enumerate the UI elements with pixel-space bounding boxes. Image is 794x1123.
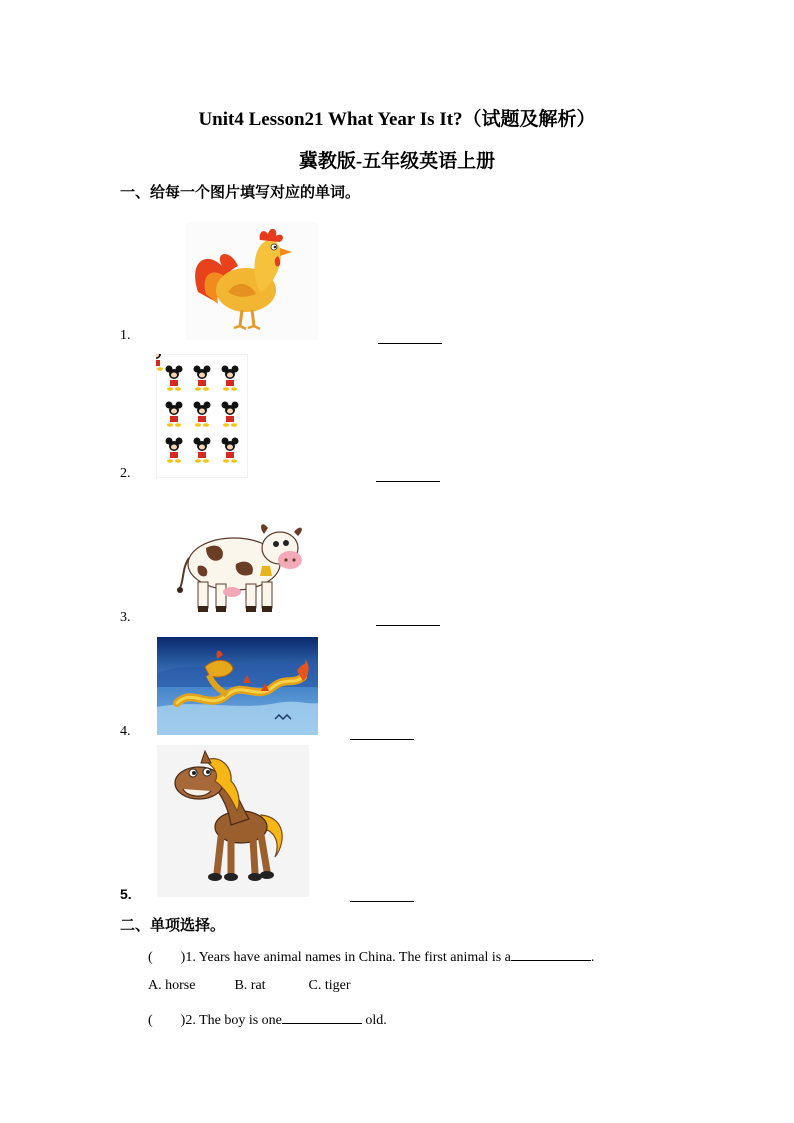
cow-icon: [176, 508, 312, 620]
item-number-5: 5.: [120, 886, 132, 902]
section2-heading: 二、单项选择。: [120, 916, 226, 934]
question-1-end: .: [590, 950, 595, 965]
question-1: [148, 946, 594, 966]
item-number-1: 1.: [120, 328, 131, 343]
question-2-end: old.: [361, 1013, 387, 1028]
answer-paren-2[interactable]: ( ): [148, 1013, 186, 1028]
item-number-4: 4.: [120, 724, 131, 739]
question-2: [148, 1009, 387, 1029]
rooster-icon: [186, 222, 318, 340]
page-title: Unit4 Lesson21 What Year Is It?（试题及解析）: [198, 109, 596, 130]
question-1-options: [148, 978, 351, 994]
answer-blank-5[interactable]: [350, 901, 414, 902]
answer-blank-3[interactable]: [376, 625, 440, 626]
option-c[interactable]: C. tiger: [308, 978, 351, 993]
mice-grid-icon: [156, 354, 248, 478]
option-a[interactable]: A. horse: [148, 978, 196, 993]
answer-blank-4[interactable]: [350, 739, 414, 740]
question-2-text: 2. The boy is one: [185, 1013, 282, 1028]
item-number-2: 2.: [120, 466, 131, 481]
dragon-icon: [157, 637, 318, 735]
item-number-3: 3.: [120, 610, 131, 625]
option-b[interactable]: B. rat: [234, 978, 266, 993]
question-1-text: 1. Years have animal names in China. The first animal is a: [185, 950, 511, 965]
horse-icon: [157, 745, 309, 897]
section1-heading: 一、给每一个图片填写对应的单词。: [120, 183, 361, 201]
question-1-blank[interactable]: [511, 948, 591, 961]
answer-blank-2[interactable]: [376, 481, 440, 482]
page-subtitle: 冀教版-五年级英语上册: [298, 151, 496, 172]
answer-paren-1[interactable]: ( ): [148, 950, 186, 965]
question-2-blank[interactable]: [282, 1011, 362, 1024]
answer-blank-1[interactable]: [378, 343, 442, 344]
